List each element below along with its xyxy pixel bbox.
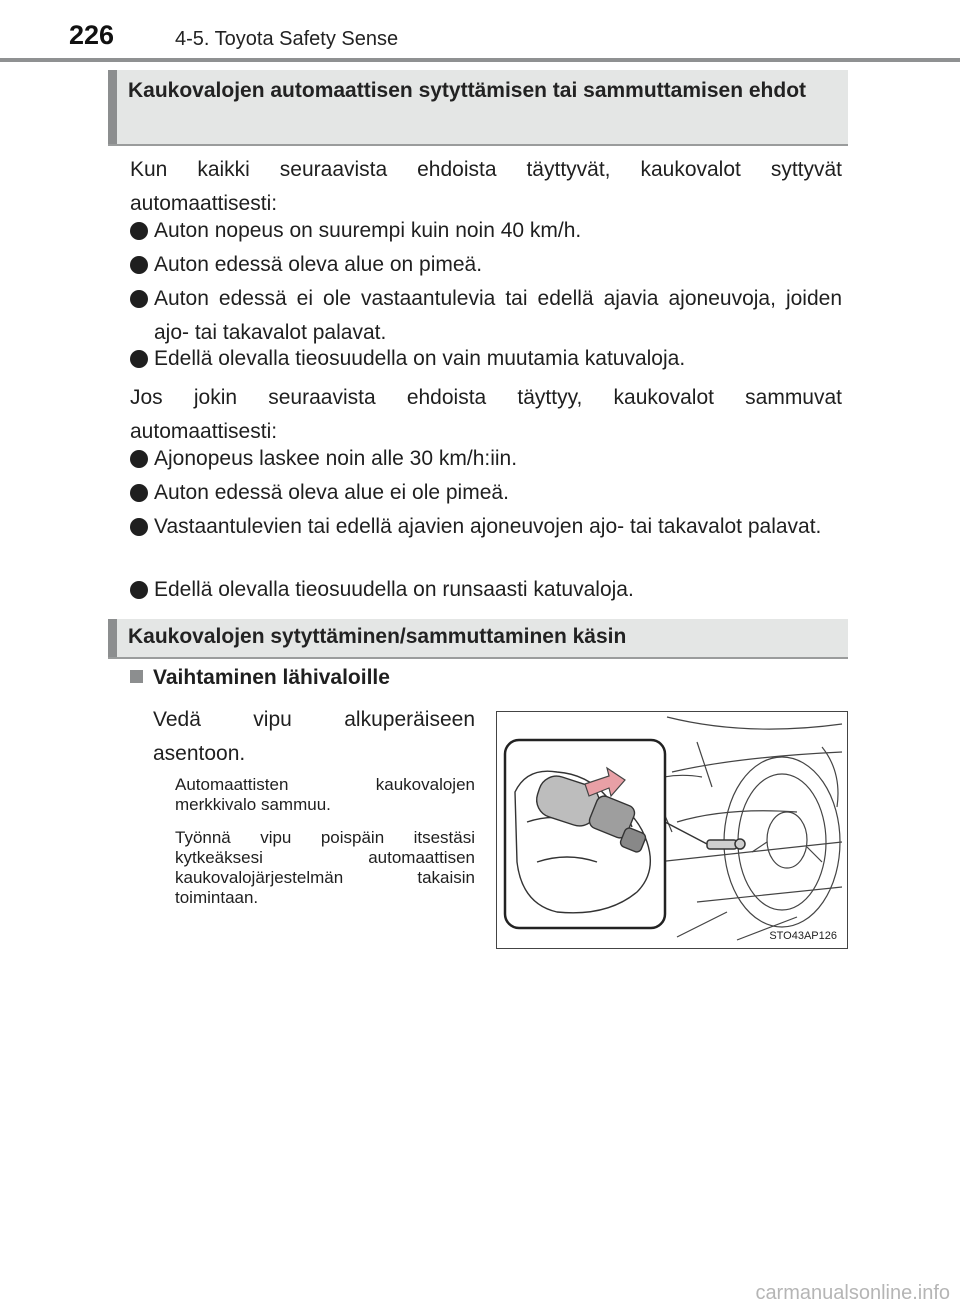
intro-on-paragraph: Kun kaikki seuraavista ehdoista täyttyvät, kaukovalot syttyvät automaattisesti: <box>130 158 842 215</box>
bullet-icon <box>130 518 148 536</box>
steering-lever-drawing <box>497 712 847 948</box>
section-reference: 4-5. Toyota Safety Sense <box>175 28 399 50</box>
watermark-text: carmanualsonline.info <box>755 1282 950 1304</box>
off-condition-item <box>130 510 842 544</box>
note-text: Työnnä vipu poispäin itsestäsi kytkeäksesi automaattisen kaukovalojärjestelmän takaisin toimintaan. <box>175 828 475 907</box>
on-condition-item <box>130 214 842 248</box>
off-condition-item <box>130 476 842 510</box>
section-heading-auto-conditions <box>108 70 848 146</box>
section-title: Kaukovalojen automaattisen sytyttämisen tai sammuttamisen ehdot <box>128 79 807 102</box>
page-header <box>0 0 960 62</box>
off-condition-text: Edellä olevalla tieosuudella on runsaasti katuvaloja. <box>154 578 634 601</box>
intro-off-paragraph: Jos jokin seuraavista ehdoista täyttyy, kaukovalot sammuvat automaattisesti: <box>130 386 842 443</box>
bullet-icon <box>130 450 148 468</box>
figure-code: STO43AP126 <box>769 930 837 942</box>
on-condition-item <box>130 248 842 282</box>
on-condition-text: Edellä olevalla tieosuudella on vain muutamia katuvaloja. <box>154 347 686 370</box>
instruction-text: Vedä vipu alkuperäiseen asentoon. <box>153 708 475 765</box>
bullet-icon <box>130 484 148 502</box>
section-heading-manual <box>108 619 848 659</box>
on-condition-text: Auton edessä ei ole vastaantulevia tai edellä ajavia ajoneuvoja, joiden ajo- tai takavalot palavat. <box>154 287 842 344</box>
section-title: Kaukovalojen sytyttäminen/sammuttaminen käsin <box>128 625 627 648</box>
heading-accent-bar <box>108 619 117 657</box>
on-condition-text: Auton edessä oleva alue on pimeä. <box>154 253 483 276</box>
bullet-icon <box>130 222 148 240</box>
heading-accent-bar <box>108 70 117 144</box>
off-condition-item <box>130 573 842 607</box>
off-condition-text: Auton edessä oleva alue ei ole pimeä. <box>154 481 509 504</box>
subheading <box>130 666 390 690</box>
off-condition-item <box>130 442 842 476</box>
header-divider <box>0 58 960 62</box>
off-condition-text: Ajonopeus laskee noin alle 30 km/h:iin. <box>154 447 518 470</box>
bullet-icon <box>130 350 148 368</box>
on-condition-item <box>130 282 842 350</box>
off-condition-text: Vastaantulevien tai edellä ajavien ajoneuvojen ajo- tai takavalot palavat. <box>154 515 822 538</box>
on-condition-text: Auton nopeus on suurempi kuin noin 40 km/h. <box>154 219 582 242</box>
bullet-icon <box>130 290 148 308</box>
subheading-text: Vaihtaminen lähivaloille <box>153 666 390 689</box>
note-text: Automaattisten kaukovalojen merkkivalo sammuu. <box>175 775 475 814</box>
page-number: 226 <box>69 20 115 50</box>
lever-illustration <box>496 711 848 949</box>
bullet-icon <box>130 256 148 274</box>
bullet-icon <box>130 581 148 599</box>
on-condition-item <box>130 342 842 376</box>
square-bullet-icon <box>130 670 143 683</box>
